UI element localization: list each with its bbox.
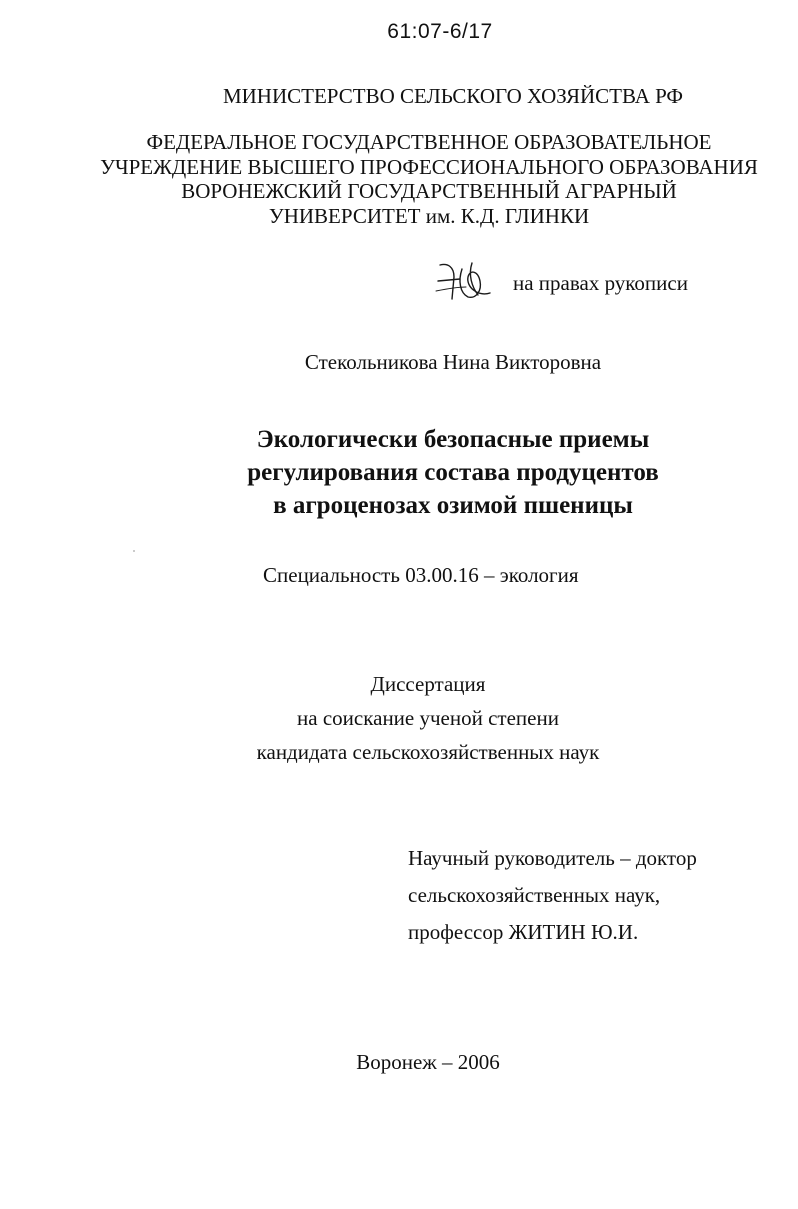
degree-line: на соискание ученой степени [297,706,559,730]
institution-line: УНИВЕРСИТЕТ им. К.Д. ГЛИНКИ [268,203,590,228]
institution-line: ФЕДЕРАЛЬНОЕ ГОСУДАРСТВЕННОЕ ОБРАЗОВАТЕЛЬНОЕ [146,130,712,154]
handwritten-signature [432,257,502,307]
title-line: регулирования состава продуцентов [247,459,659,486]
scan-speck [133,550,135,552]
manuscript-note: на правах рукописи [513,271,688,295]
title-line: в агроценозах озимой пшеницы [273,492,633,519]
advisor-block [408,840,697,951]
institution-line: УЧРЕЖДЕНИЕ ВЫСШЕГО ПРОФЕССИОНАЛЬНОГО ОБРАЗОВАНИЯ [100,154,758,179]
institution-block [0,130,798,228]
degree-block [0,667,798,769]
institution-line: ВОРОНЕЖСКИЙ ГОСУДАРСТВЕННЫЙ АГРАРНЫЙ [181,179,677,203]
catalog-code: 61:07-6/17 [387,20,493,43]
degree-line: кандидата сельскохозяйственных наук [256,740,600,764]
dissertation-title [0,423,798,522]
specialty: Специальность 03.00.16 – экология [263,563,579,587]
advisor-line: профессор ЖИТИН Ю.И. [408,920,639,944]
degree-line: Диссертация [370,672,486,696]
ministry-name: МИНИСТЕРСТВО СЕЛЬСКОГО ХОЗЯЙСТВА РФ [222,84,684,108]
advisor-line: Научный руководитель – доктор [408,846,697,870]
city-year: Воронеж – 2006 [356,1050,500,1074]
title-line: Экологически безопасные приемы [256,426,650,453]
advisor-line: сельскохозяйственных наук, [408,883,661,907]
author-name: Стекольникова Нина Викторовна [304,350,602,374]
